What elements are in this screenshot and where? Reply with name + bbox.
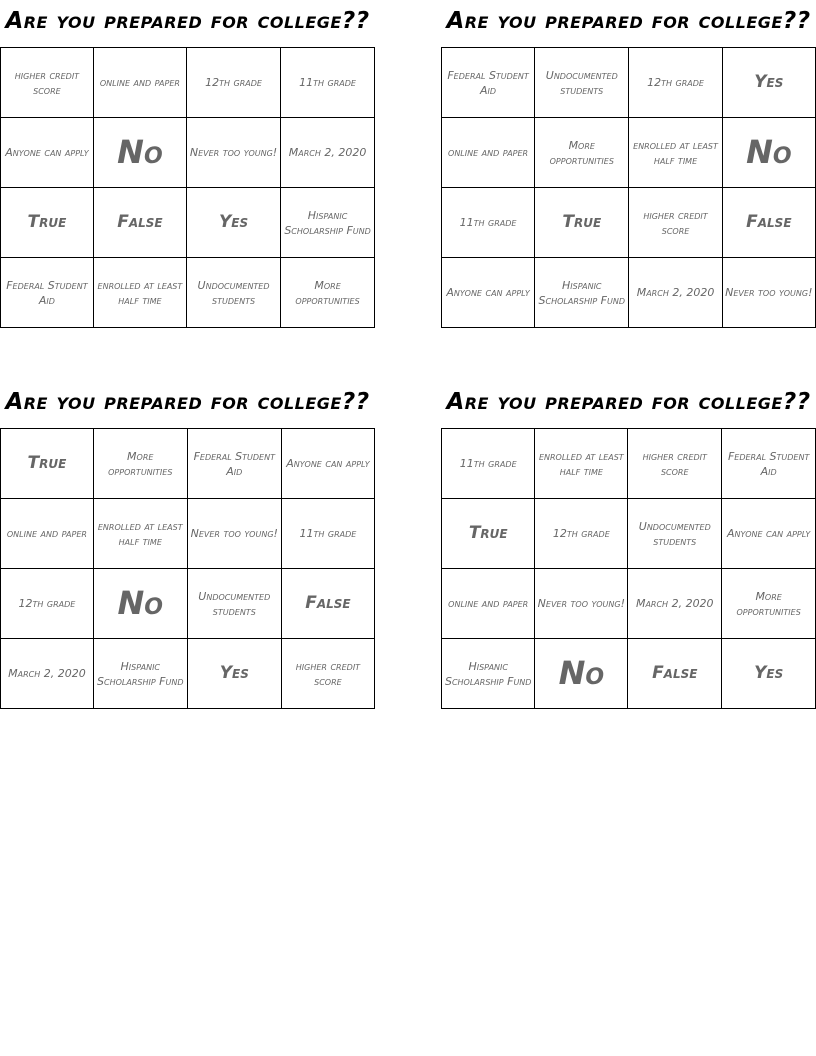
- bingo-row: [442, 48, 816, 118]
- bingo-row: [1, 258, 375, 328]
- bingo-cell: More opportunities: [722, 569, 816, 639]
- bingo-cell: higher credit score: [629, 188, 722, 258]
- bingo-cell: enrolled at least half time: [535, 429, 628, 499]
- bingo-cell: 11th grade: [281, 48, 375, 118]
- bingo-cell: Federal Student Aid: [187, 429, 281, 499]
- bingo-cell: True: [535, 188, 629, 258]
- bingo-grid: [441, 428, 816, 709]
- bingo-cell: More opportunities: [535, 118, 629, 188]
- bingo-cell: Hispanic Scholarship Fund: [442, 639, 535, 709]
- bingo-cell: Undocumented students: [187, 569, 281, 639]
- bingo-row: [1, 639, 375, 709]
- bingo-cell: Federal Student Aid: [442, 48, 535, 118]
- bingo-cell: enrolled at least half time: [93, 258, 186, 328]
- bingo-row: [442, 429, 816, 499]
- bingo-cell: Anyone can apply: [1, 118, 94, 188]
- bingo-cell: Yes: [722, 639, 816, 709]
- bingo-cell: Yes: [722, 48, 815, 118]
- bingo-cell: Federal Student Aid: [722, 429, 816, 499]
- card-title: Are you prepared for college??: [446, 8, 811, 34]
- bingo-cell: higher credit score: [1, 48, 94, 118]
- bingo-cell: Yes: [186, 188, 280, 258]
- bingo-cell: No: [93, 118, 186, 188]
- bingo-cell: higher credit score: [628, 429, 722, 499]
- bingo-cell: Never too young!: [722, 258, 815, 328]
- card-title: Are you prepared for college??: [5, 8, 370, 34]
- bingo-cell: Yes: [187, 639, 281, 709]
- bingo-row: [1, 48, 375, 118]
- bingo-cell: online and paper: [93, 48, 186, 118]
- bingo-row: [442, 639, 816, 709]
- bingo-cell: enrolled at least half time: [629, 118, 722, 188]
- bingo-cell: False: [722, 188, 815, 258]
- bingo-cell: Never too young!: [186, 118, 280, 188]
- bingo-cell: Anyone can apply: [281, 429, 374, 499]
- bingo-cell: Hispanic Scholarship Fund: [535, 258, 629, 328]
- bingo-cell: Anyone can apply: [722, 499, 816, 569]
- bingo-cell: online and paper: [1, 499, 94, 569]
- bingo-cell: Never too young!: [535, 569, 628, 639]
- bingo-cell: March 2, 2020: [628, 569, 722, 639]
- bingo-row: [442, 118, 816, 188]
- bingo-cell: higher credit score: [281, 639, 374, 709]
- bingo-grid: [0, 428, 375, 709]
- bingo-row: [1, 429, 375, 499]
- bingo-cell: March 2, 2020: [1, 639, 94, 709]
- bingo-cell: 11th grade: [442, 188, 535, 258]
- bingo-cell: True: [442, 499, 535, 569]
- bingo-cell: No: [93, 569, 187, 639]
- bingo-cell: March 2, 2020: [629, 258, 722, 328]
- bingo-cell: More opportunities: [93, 429, 187, 499]
- bingo-cell: online and paper: [442, 569, 535, 639]
- bingo-cell: Never too young!: [187, 499, 281, 569]
- bingo-cell: 11th grade: [281, 499, 374, 569]
- bingo-row: [1, 188, 375, 258]
- bingo-cell: 11th grade: [442, 429, 535, 499]
- bingo-cell: Federal Student Aid: [1, 258, 94, 328]
- bingo-row: [1, 569, 375, 639]
- bingo-cell: Undocumented students: [628, 499, 722, 569]
- bingo-row: [1, 499, 375, 569]
- bingo-cell: 12th grade: [1, 569, 94, 639]
- bingo-cell: Hispanic Scholarship Fund: [281, 188, 375, 258]
- bingo-cell: False: [628, 639, 722, 709]
- bingo-cell: enrolled at least half time: [93, 499, 187, 569]
- bingo-row: [442, 258, 816, 328]
- bingo-cell: 12th grade: [186, 48, 280, 118]
- bingo-cell: More opportunities: [281, 258, 375, 328]
- bingo-cell: No: [722, 118, 815, 188]
- bingo-cell: True: [1, 188, 94, 258]
- bingo-cell: No: [535, 639, 628, 709]
- bingo-row: [442, 569, 816, 639]
- bingo-cell: 12th grade: [535, 499, 628, 569]
- bingo-cell: Hispanic Scholarship Fund: [93, 639, 187, 709]
- card-title: Are you prepared for college??: [446, 389, 811, 415]
- bingo-grid: [0, 47, 375, 328]
- bingo-row: [442, 188, 816, 258]
- bingo-grid: [441, 47, 816, 328]
- bingo-cell: Undocumented students: [186, 258, 280, 328]
- bingo-cell: online and paper: [442, 118, 535, 188]
- bingo-cell: True: [1, 429, 94, 499]
- bingo-cell: False: [281, 569, 374, 639]
- bingo-cell: March 2, 2020: [281, 118, 375, 188]
- bingo-row: [1, 118, 375, 188]
- bingo-row: [442, 499, 816, 569]
- bingo-cell: 12th grade: [629, 48, 722, 118]
- bingo-cell: False: [93, 188, 186, 258]
- card-title: Are you prepared for college??: [5, 389, 370, 415]
- bingo-cell: Anyone can apply: [442, 258, 535, 328]
- bingo-cell: Undocumented students: [535, 48, 629, 118]
